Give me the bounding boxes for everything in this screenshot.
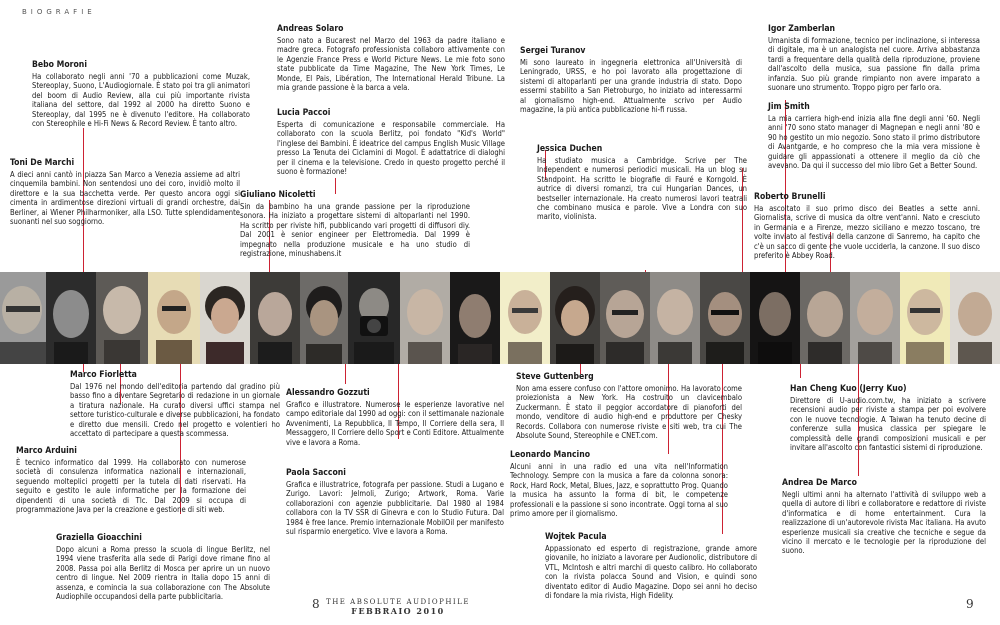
portrait-photo <box>900 272 950 364</box>
portrait-photo <box>700 272 750 364</box>
bio-text: Umanista di formazione, tecnico per inclinazione, si interessa di digitale, ma è un analogista nel cuore. Arriva abbastanza tardi a frequentare della qualità della riproduzione, proviene dall'ascolto della musica, sua passione fin dalla prima infanzia. Suo più grande rimpianto non avere imparato a suonare uno strumento. Troppo pigro per farlo ora. <box>768 36 980 93</box>
bio-entry <box>16 446 246 514</box>
portrait-photo <box>96 272 148 364</box>
bio-text: Non ama essere confuso con l'attore omonimo. Ha lavorato come proiezionista a New York. Ha costruito un clavicembalo Zuckermann. È stato il peggior accordatore di pianoforti del mondo, venditore di audio high-end e produttore per Chesky Records. Collabora con numerose riviste e siti web, tra cui The Absolute Sound, Stereophile e CNET.com. <box>516 384 742 441</box>
bio-entry <box>56 533 270 601</box>
bio-text: Esperta di comunicazione e responsabile commerciale. Ha collaborato con la scuola Berlitz, poi fondato "Kid's World" l'inglese dei Bambini. È ideatrice del campus English Music Village presso La Tenuta dei Ciclamini di Mogol. È adattatrice di dialoghi per il cinema e la televisione. Credo in questo progetto perché il suono è formazione! <box>277 120 505 177</box>
bio-name: Andreas Solaro <box>277 24 344 34</box>
page-number-left: 8 <box>312 597 320 611</box>
bio-text: Negli ultimi anni ha alternato l'attività di sviluppo web a quella di autore di libri e collaboratore e redattore di riviste d'informatica e di home entertainment. Cura la realizzazione di un'autorevole rivista Mac italiana. Ha avuto esperienze musicali sia creative che tecniche e segue da vicino il mercato e le tecnologie per la riproduzione del suono. <box>782 490 986 556</box>
bio-name: Marco Fiorletta <box>70 370 137 380</box>
bio-text: Ha ascoltato il suo primo disco dei Beatles a sette anni. Giornalista, scrive di musica da oltre vent'anni. Nato e cresciuto in Germania e a Firenze, mezzo siciliano e mezzo toscano, tre volte inviato al festival della canzone di Sanremo, ha capito che c'è un sacco di gente che vuole ucciderla, la canzone. Il suo disco preferito è Abbey Road. <box>754 204 980 261</box>
bio-name: Igor Zamberlan <box>768 24 836 34</box>
portrait-photo <box>600 272 650 364</box>
bio-name: Steve Guttenberg <box>516 372 594 382</box>
bio-name: Jim Smith <box>768 102 810 112</box>
portrait-photo <box>550 272 600 364</box>
portrait-photo <box>750 272 800 364</box>
portrait-photo <box>46 272 96 364</box>
portrait-photo <box>300 272 348 364</box>
bio-name: Han Cheng Kuo (Jerry Kuo) <box>790 384 907 394</box>
bio-name: Giuliano Nicoletti <box>240 190 316 200</box>
bio-name: Leonardo Mancino <box>510 450 591 460</box>
portrait-photo <box>250 272 300 364</box>
bio-name: Lucia Paccoi <box>277 108 331 118</box>
portrait-photo <box>400 272 450 364</box>
footer-masthead <box>318 598 478 616</box>
bio-entry <box>754 192 980 260</box>
footer-issue: FEBBRAIO 2010 <box>351 606 445 616</box>
section-title: BIOGRAFIE <box>22 8 96 16</box>
bio-entry <box>10 158 240 226</box>
bio-text: Direttore di U-audio.com.tw, ha iniziato a scrivere recensioni audio per riviste a stampa per poi evolvere con le nuove tecnologie. A Taiwan ha tenuto decine di conferenze sulla musica classica per spiegare le complessità delle grandi composizioni musicali e per invitare all'ascolto con fantastici sistemi di riproduzione. <box>790 396 986 453</box>
bio-name: Sergei Turanov <box>520 46 586 56</box>
bio-entry <box>520 46 742 114</box>
bio-text: La mia carriera high-end inizia alla fine degli anni '60. Negli anni '70 sono stato manager di Magnepan e negli anni '80 e 90 ho gestito un mio negozio. Sono stato il primo distributore di Avantgarde, e ho compreso che la mia vera missione è guidare gli appassionati a ottenere il meglio da ciò che avevano. Da qui il successo del mio libro Get a Better Sound. <box>768 114 980 171</box>
portrait-photo <box>348 272 400 364</box>
bio-text: Alcuni anni in una radio ed una vita nell'Information Technology. Sempre con la musica a fare da colonna sonora: Rock, Hard Rock, Metal, Blues, Jazz, e soprattutto Prog. Quando la musica ha assunto la forma di bit, le competenze professionali e la passione si sono incontrate. Oggi torna al suo primo amore per il giornalismo. <box>510 462 728 519</box>
bio-text: Sono nato a Bucarest nel Marzo del 1963 da padre italiano e madre greca. Fotografo professionista collaboro attivamente con le Agenzie France Press e World Picture News. Le mie foto sono state pubblicate da Time Magazine, The New York Times, Le Monde, El Pais, Libération, The International Herald Tribune. La mia grande passione è la barca a vela. <box>277 36 505 93</box>
bio-text: Ha studiato musica a Cambridge. Scrive per The Independent e numerosi periodici musicali. Ha un blog su Standpoint. Ha scritto le biografie di Fauré e Korngold. È autrice di diversi romanzi, tra cui Hungarian Dances, un bestseller internazionale. Ha creato numerosi lavori teatrali che combinano musica e parole. Vive a Londra con suo marito, violinista. <box>537 156 747 222</box>
bio-text: A dieci anni cantò in piazza San Marco a Venezia assieme ad altri cinquemila bambini. Non sentendosi uno dei coro, invidiò molto il direttore e la sua bacchetta verde. Per questo ancora oggi si cimenta in ardimentose direzioni virtuali di grandi orchestre, dai Berliner, ai Wiener Philharmoniker, alla LSO. Tutte splendidamente suonanti nel suo soggiorno. <box>10 170 240 227</box>
bio-text: Dopo alcuni a Roma presso la scuola di lingue Berlitz, nel 1994 viene trasferita alla sede di Parigi dove rimane fino al 2008. Passa poi alla Berlitz di Mosca per aprire un un nuovo centro di lingue. Nel 2009 rientra in Italia dopo 15 anni di assenza, e comincia la sua collaborazione con The Absolute Audiophile occupandosi della parte pubblicitaria. <box>56 545 270 602</box>
footer-brand: THE ABSOLUTE AUDIOPHILE <box>326 598 470 606</box>
portrait-photo <box>500 272 550 364</box>
bio-name: Alessandro Gozzuti <box>286 388 370 398</box>
bio-entry <box>286 388 504 447</box>
bio-entry <box>537 144 747 222</box>
bio-text: Mi sono laureato in ingegneria elettronica all'Università di Leningrado, URSS, e ho poi lavorato alla progettazione di sistemi di altoparlanti per una grande industria di stato. Dopo essermi stabilito a San Pietroburgo, ho iniziato ad interessarmi al giornalismo high-end. Attualmente scrivo per Audio magazine, la più antica pubblicazione hi-fi russa. <box>520 58 742 115</box>
bio-entry <box>768 24 980 92</box>
portrait-photo <box>200 272 250 364</box>
bio-text: Grafico e illustratore. Numerose le esperienze lavorative nel campo editoriale dal 1990 ad oggi: con il settimanale nazionale Avvenimenti, La Repubblica, Il Tempo, Il Corriere della sera, Il Messaggero, Il Corriere dello Sport e Conti Editore. Attualmente vive e lavora a Roma. <box>286 400 504 447</box>
bio-text: È tecnico informatico dal 1999. Ha collaborato con numerose società di consulenza informatica nazionali e internazionali, seguendo molteplici progetti per la tutela di dati riservati. Ha seguito e gestito le aule informatiche per la formazione dei dipendenti di una società di Tlc. Dal 2009 si occupa di programmazione Java per la creazione e gestione di siti web. <box>16 458 246 515</box>
portrait-photo <box>450 272 500 364</box>
portrait-photo <box>800 272 850 364</box>
bio-entry <box>768 102 980 170</box>
portrait-photo <box>650 272 700 364</box>
bio-text: Ha collaborato negli anni '70 a pubblicazioni come Muzak, Stereoplay, Suono, L'Audiogiornale. È stato poi tra gli animatori del boom di Audio Review, alla cui più importante rivista italiana del settore, dal 1992 al 2000 ha diretto Suono e Stereoplay, dal 1995 ne è divenuto l'editore. Ha collaborato con Stereophile e Hi-Fi News & Record Review. È tanto altro. <box>32 72 250 129</box>
bio-text: Dal 1976 nel mondo dell'editoria partendo dal gradino più basso fino a diventare Segretario di redazione in un giornale a tiratura nazionale. Ha curato diversi uffici stampa nel settore turistico-culturale e diverse pubblicazioni, ha fondato e diretto due mensili. Credo nel progetto e volentieri ho accettato di partecipare a questa scommessa. <box>70 382 280 439</box>
bio-entry <box>516 372 742 440</box>
bio-name: Andrea De Marco <box>782 478 857 488</box>
bio-text: Grafica e illustratrice, fotografa per passione. Studi a Lugano e Zurigo. Lavori: Jelmoli, Zurigo; Artwork, Roma. Varie collaborazioni con agenzie pubblicitarie. Dal 1980 al 1984 collabora con la TV SSR di Ginevra e con lo Studio Futura. Dal 1984 è free lance. Premio internazionale MobilOil per manifesto sul risparmio energetico. Vive e lavora a Roma. <box>286 480 504 537</box>
bio-name: Bebo Moroni <box>32 60 87 70</box>
bio-name: Wojtek Pacula <box>545 532 607 542</box>
portrait-photo <box>0 272 46 364</box>
bio-entry <box>32 60 250 128</box>
portrait-photo <box>148 272 200 364</box>
bio-entry <box>277 24 505 92</box>
bio-name: Graziella Gioacchini <box>56 533 142 543</box>
page-number-right: 9 <box>966 597 974 611</box>
bio-entry <box>782 478 986 556</box>
bio-entry <box>790 384 986 452</box>
bio-entry <box>277 108 505 176</box>
portrait-photo <box>950 272 1000 364</box>
bio-name: Roberto Brunelli <box>754 192 826 202</box>
bio-text: Appassionato ed esperto di registrazione, grande amore giovanile, ho iniziato a lavorare per Audionolic, distributore di VTL, McIntosh e altri marchi di questo calibro. Ho collaborato con la rivista polacca Sound and Vision, e quindi sono diventato editor di Audio Magazine. Dopo sei anni ho deciso di fondare la mia rivista, High Fidelity. <box>545 544 757 601</box>
bio-name: Jessica Duchen <box>537 144 603 154</box>
bio-entry <box>240 190 470 258</box>
bio-name: Marco Arduini <box>16 446 77 456</box>
bio-entry <box>70 370 280 438</box>
bio-entry <box>545 532 757 600</box>
bio-entry <box>286 468 504 536</box>
portrait-photo <box>850 272 900 364</box>
bio-name: Toni De Marchi <box>10 158 75 168</box>
bio-name: Paola Sacconi <box>286 468 346 478</box>
bio-entry <box>510 450 728 518</box>
bio-text: Sin da bambino ha una grande passione per la riproduzione sonora. Ha iniziato a progettare sistemi di altoparlanti nel 1990. Ha scritto per riviste hifi, pubblicando vari progetti di diffusori diy. Dal 2001 è senior engineer per Elettromedia. Dal 1999 è impegnato nella produzione musicale e ha uno studio di registrazione, minushabens.it <box>240 202 470 259</box>
